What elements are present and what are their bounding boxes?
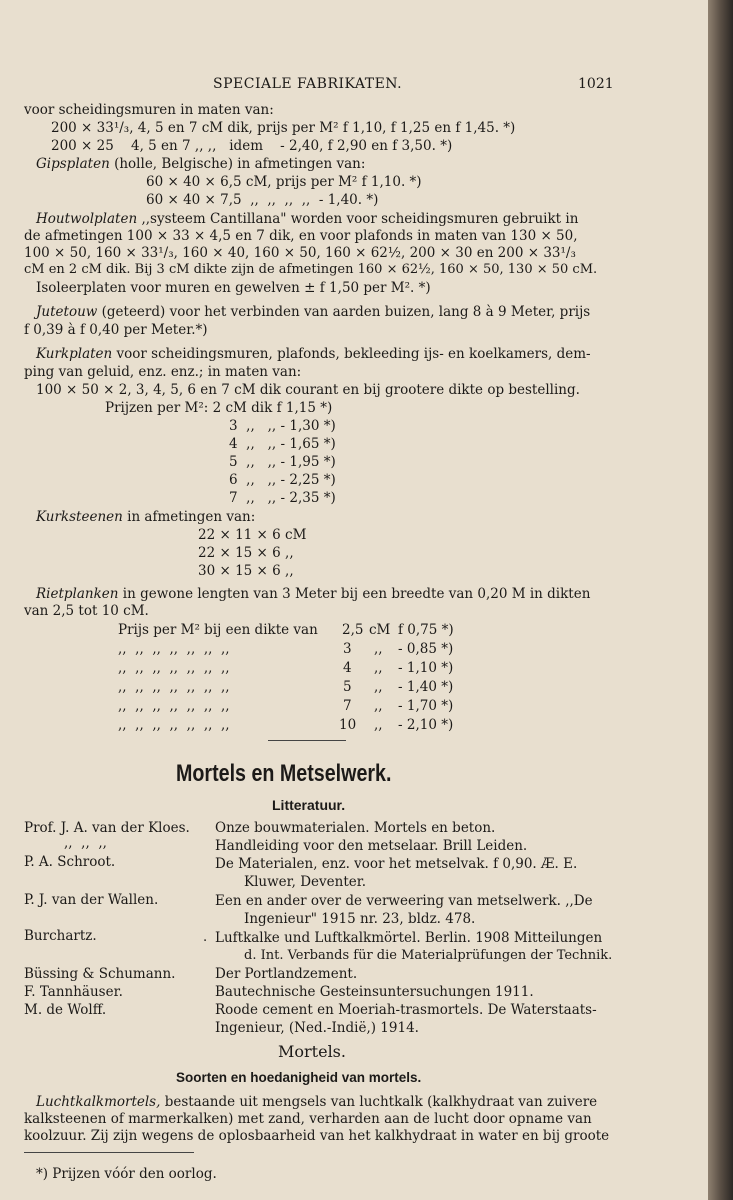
row-unit: ,, <box>374 641 383 657</box>
row-prijs: - 1,10 *) <box>398 660 454 676</box>
literature-author: Büssing & Schumann. <box>24 966 176 982</box>
mortels-line-1: Luchtkalkmortels, bestaande uit mengsels van luchtkalk (kalkhydraat van zuivere <box>36 1094 598 1110</box>
houtwol-label: Houtwolplaten <box>36 211 138 227</box>
houtwol-line-4: cM en 2 cM dik. Bij 3 cM dikte zijn de afmetingen 160 × 62½, 160 × 50, 130 × 50 cM. <box>24 262 598 277</box>
houtwol-line-5: Isoleerplaten voor muren en gewelven ± f 1,50 per M². *) <box>36 280 431 296</box>
row-dikte: 3 <box>343 641 352 657</box>
page-number: 1021 <box>578 76 614 92</box>
literature-title-cont: d. Int. Verbands für die Materialprüfungen der Technik. <box>244 948 613 963</box>
kurksteenen-size-2: 22 × 15 × 6 ,, <box>198 545 294 561</box>
literature-title-cont: Kluwer, Deventer. <box>244 874 366 890</box>
row-unit: ,, <box>374 717 383 733</box>
mortels-line-3: koolzuur. Zij zijn wegens de oplosbaarheid van het kalkhydraat in water en bij groote <box>24 1128 610 1144</box>
houtwol-line-3: 100 × 50, 160 × 33¹/₃, 160 × 40, 160 × 50, 160 × 62½, 200 × 30 en 200 × 33¹/₃ <box>24 245 576 261</box>
rietplanken-label: Rietplanken <box>36 586 119 602</box>
jutetouw-line-1: Jutetouw (geteerd) voor het verbinden van aarden buizen, lang 8 à 9 Meter, prijs <box>36 304 591 320</box>
literature-title: Een en ander over de verweering van metselwerk. ,,De <box>215 893 593 909</box>
mortels-line-2: kalksteenen of marmerkalken) met zand, verharden aan de lucht door opname van <box>24 1111 592 1127</box>
row-dikte: 10 <box>339 717 357 733</box>
row-lead: ,, ,, ,, ,, ,, ,, ,, <box>118 641 230 657</box>
row-prijs: - 2,10 *) <box>398 717 454 733</box>
literature-heading: Litteratuur. <box>272 797 346 813</box>
row-lead: ,, ,, ,, ,, ,, ,, ,, <box>118 660 230 676</box>
row-prijs: f 0,75 *) <box>398 622 454 638</box>
scheiding-line-2: 200 × 25 4, 5 en 7 ,, ,, idem - 2,40, f 2,90 en f 3,50. *) <box>51 138 453 154</box>
literature-author: P. A. Schroot. <box>24 854 116 870</box>
jutetouw-label: Jutetouw <box>36 304 98 320</box>
rietplanken-line-2: van 2,5 tot 10 cM. <box>24 603 149 619</box>
literature-title: Roode cement en Moeriah-trasmortels. De Waterstaats- <box>215 1002 597 1018</box>
kurkplaten-line-3: 100 × 50 × 2, 3, 4, 5, 6 en 7 cM dik courant en bij grootere dikte op bestelling. <box>36 382 580 398</box>
row-unit: ,, <box>374 660 383 676</box>
kurksteenen-line: Kurksteenen in afmetingen van: <box>36 509 256 525</box>
literature-title: De Materialen, enz. voor het metselvak. f 0,90. Æ. E. <box>215 856 578 872</box>
kurkplaten-label: Kurkplaten <box>36 346 113 362</box>
kurkplaten-price-3: 4 ,, ,, - 1,65 *) <box>229 436 336 452</box>
footnote-rule <box>24 1152 194 1153</box>
row-unit: ,, <box>374 698 383 714</box>
row-lead: ,, ,, ,, ,, ,, ,, ,, <box>118 698 230 714</box>
jutetouw-line-2: f 0,39 à f 0,40 per Meter.*) <box>24 322 208 338</box>
section-title: Mortels en Metselwerk. <box>176 760 392 787</box>
footnote: *) Prijzen vóór den oorlog. <box>36 1166 217 1182</box>
row-lead: ,, ,, ,, ,, ,, ,, ,, <box>118 679 230 695</box>
literature-author: ,, ,, ,, <box>64 835 107 851</box>
row-prijs: - 1,40 *) <box>398 679 454 695</box>
literature-title: Onze bouwmaterialen. Mortels en beton. <box>215 820 496 836</box>
houtwol-line-2: de afmetingen 100 × 33 × 4,5 en 7 dik, en voor plafonds in maten van 130 × 50, <box>24 228 578 244</box>
literature-title: Luftkalke und Luftkalkmörtel. Berlin. 1908 Mitteilungen <box>215 930 603 946</box>
row-unit: ,, <box>374 679 383 695</box>
row-lead: Prijs per M² bij een dikte van <box>118 622 318 638</box>
literature-author: Burchartz. <box>24 928 97 944</box>
literature-author: F. Tannhäuser. <box>24 984 123 1000</box>
row-dikte: 4 <box>343 660 352 676</box>
literature-title-cont: Ingenieur" 1915 nr. 23, bldz. 478. <box>244 911 476 927</box>
literature-author: Prof. J. A. van der Kloes. <box>24 820 190 836</box>
row-dikte: 7 <box>343 698 352 714</box>
literature-title: Handleiding voor den metselaar. Brill Leiden. <box>215 838 528 854</box>
kurkplaten-price-4: 5 ,, ,, - 1,95 *) <box>229 454 336 470</box>
kurksteenen-size-1: 22 × 11 × 6 cM <box>198 527 307 543</box>
row-prijs: - 1,70 *) <box>398 698 454 714</box>
kurkplaten-price-1: Prijzen per M²: 2 cM dik f 1,15 *) <box>105 400 333 416</box>
kurkplaten-line-1: Kurkplaten voor scheidingsmuren, plafonds, bekleeding ijs- en koelkamers, dem- <box>36 346 591 362</box>
row-unit: cM <box>369 622 391 638</box>
gipsplaten-line: Gipsplaten (holle, Belgische) in afmetingen van: <box>36 156 366 172</box>
literature-title: Der Portlandzement. <box>215 966 358 982</box>
row-prijs: - 0,85 *) <box>398 641 454 657</box>
running-title: SPECIALE FABRIKATEN. <box>213 76 403 92</box>
literature-author: P. J. van der Wallen. <box>24 892 159 908</box>
kurksteenen-label: Kurksteenen <box>36 509 123 525</box>
row-dikte: 5 <box>343 679 352 695</box>
kurkplaten-price-5: 6 ,, ,, - 2,25 *) <box>229 472 336 488</box>
literature-title-cont: Ingenieur, (Ned.-Indië,) 1914. <box>215 1020 419 1036</box>
scheiding-line-1: 200 × 33¹/₃, 4, 5 en 7 cM dik, prijs per M² f 1,10, f 1,25 en f 1,45. *) <box>51 120 516 136</box>
gipsplaten-size-1: 60 × 40 × 6,5 cM, prijs per M² f 1,10. *) <box>146 174 422 190</box>
mortels-subheading: Soorten en hoedanigheid van mortels. <box>176 1070 422 1085</box>
book-spine <box>708 0 733 1200</box>
luchtkalkmortels-label: Luchtkalkmortels, <box>36 1094 161 1110</box>
section-divider <box>268 740 346 741</box>
kurksteenen-size-3: 30 × 15 × 6 ,, <box>198 563 294 579</box>
gipsplaten-size-2: 60 × 40 × 7,5 ,, ,, ,, ,, - 1,40. *) <box>146 192 379 208</box>
kurkplaten-price-6: 7 ,, ,, - 2,35 *) <box>229 490 336 506</box>
houtwol-line-1: Houtwolplaten ,,systeem Cantillana" worden voor scheidingsmuren gebruikt in <box>36 211 579 227</box>
mortels-heading: Mortels. <box>278 1042 346 1061</box>
row-dikte: 2,5 <box>342 622 364 638</box>
literature-title: Bautechnische Gesteinsuntersuchungen 1911. <box>215 984 534 1000</box>
rietplanken-line-1: Rietplanken in gewone lengten van 3 Meter bij een breedte van 0,20 M in dikten <box>36 586 591 602</box>
literature-title: . <box>203 930 208 945</box>
row-lead: ,, ,, ,, ,, ,, ,, ,, <box>118 717 230 733</box>
scheiding-intro: voor scheidingsmuren in maten van: <box>24 102 274 118</box>
kurkplaten-price-2: 3 ,, ,, - 1,30 *) <box>229 418 336 434</box>
literature-author: M. de Wolff. <box>24 1002 107 1018</box>
gipsplaten-label: Gipsplaten <box>36 156 110 172</box>
kurkplaten-line-2: ping van geluid, enz. enz.; in maten van: <box>24 364 302 380</box>
